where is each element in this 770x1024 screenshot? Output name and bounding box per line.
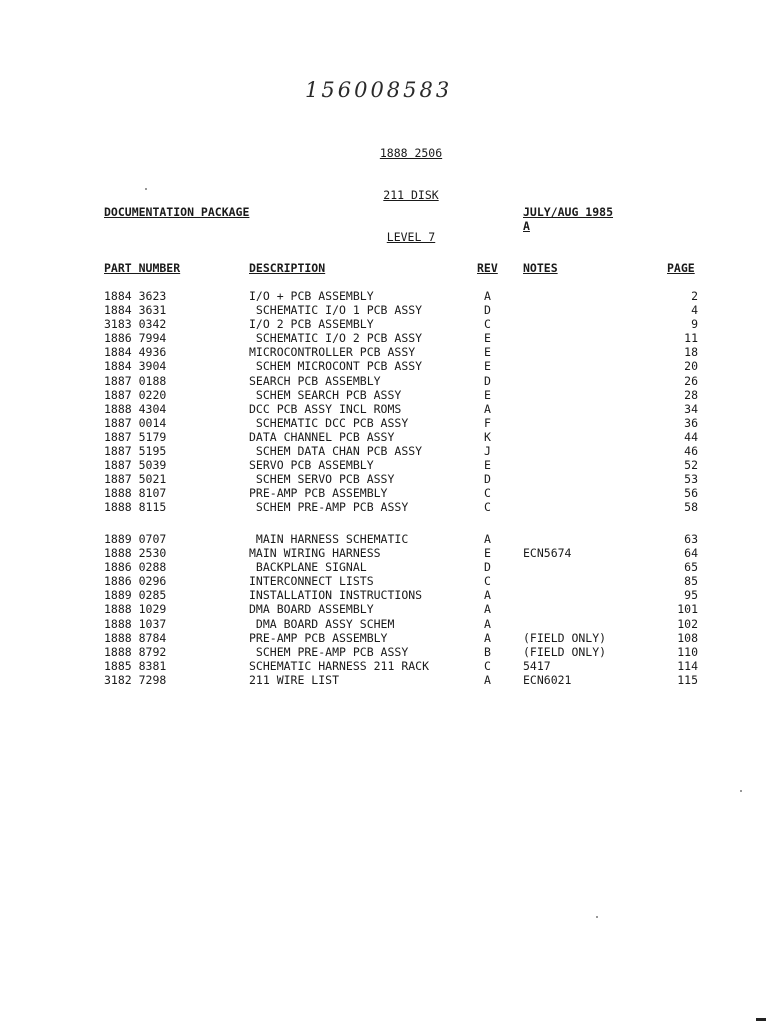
col-header-part-number: PART NUMBER: [104, 261, 181, 275]
col-header-rev: REV: [477, 261, 498, 275]
part-number-cell: 1886 7994: [104, 331, 167, 346]
part-number-cell: 1889 0285: [104, 588, 167, 603]
table-row: [0, 645, 770, 659]
description-cell: SCHEM PRE-AMP PCB ASSY: [249, 644, 409, 659]
part-number-cell: 1889 0707: [104, 532, 167, 546]
page-cell: 26: [684, 373, 698, 388]
package-title: DOCUMENTATION PACKAGE: [104, 205, 250, 219]
part-number-cell: 1888 1037: [104, 616, 167, 631]
page-cell: 53: [684, 472, 698, 487]
description-cell: SCHEMATIC I/O 1 PCB ASSY: [249, 303, 423, 318]
rev-cell: E: [484, 546, 491, 561]
description-cell: SCHEMATIC I/O 2 PCB ASSY: [249, 331, 423, 346]
rev-cell: A: [484, 672, 491, 687]
description-cell: I/O 2 PCB ASSEMBLY: [249, 317, 374, 332]
col-header-description: DESCRIPTION: [249, 261, 326, 275]
table-row: [0, 574, 770, 588]
description-cell: PRE-AMP PCB ASSEMBLY: [249, 486, 388, 501]
package-date: JULY/AUG 1985: [523, 205, 614, 219]
rev-cell: A: [484, 289, 491, 303]
rev-cell: K: [484, 429, 491, 444]
part-number-cell: 1887 5039: [104, 458, 167, 473]
header-line-part: 1888 2506: [379, 146, 443, 160]
page-cell: 34: [684, 401, 698, 416]
rev-cell: E: [484, 458, 491, 473]
rev-cell: E: [484, 387, 491, 402]
rev-cell: E: [484, 331, 491, 346]
notes-cell: ECN6021: [523, 672, 572, 687]
rev-cell: E: [484, 345, 491, 360]
page-cell: 52: [684, 458, 698, 473]
rev-cell: D: [484, 560, 491, 575]
package-date-rev: A: [523, 219, 530, 233]
description-cell: DCC PCB ASSY INCL ROMS: [249, 401, 402, 416]
part-number-cell: 1884 4936: [104, 345, 167, 360]
table-row: [0, 359, 770, 373]
rev-cell: J: [484, 444, 491, 459]
scan-speck: [145, 188, 147, 190]
part-number-cell: 1884 3631: [104, 303, 167, 318]
description-cell: SCHEM DATA CHAN PCB ASSY: [249, 444, 423, 459]
part-number-cell: 1887 5195: [104, 444, 167, 459]
description-cell: SERVO PCB ASSEMBLY: [249, 458, 374, 473]
part-number-cell: 1887 0220: [104, 387, 167, 402]
table-row: [0, 317, 770, 331]
part-number-cell: 1887 0188: [104, 373, 167, 388]
parts-table-group-2: [0, 532, 770, 687]
part-number-cell: 3183 0342: [104, 317, 167, 332]
description-cell: SCHEMATIC DCC PCB ASSY: [249, 415, 409, 430]
part-number-cell: 3182 7298: [104, 672, 167, 687]
page-cell: 20: [684, 359, 698, 374]
table-row: [0, 472, 770, 486]
table-row: [0, 331, 770, 345]
page-cell: 9: [691, 317, 698, 332]
header-line-level: LEVEL 7: [386, 230, 436, 244]
page-cell: 58: [684, 500, 698, 515]
rev-cell: F: [484, 415, 491, 430]
page-cell: 85: [684, 574, 698, 589]
description-cell: DMA BOARD ASSEMBLY: [249, 602, 374, 617]
page-cell: 115: [677, 672, 698, 687]
part-number-cell: 1887 5179: [104, 429, 167, 444]
rev-cell: B: [484, 644, 491, 659]
header-line-product: 211 DISK: [383, 188, 439, 202]
rev-cell: E: [484, 359, 491, 374]
part-number-cell: 1884 3904: [104, 359, 167, 374]
page-cell: 110: [677, 644, 698, 659]
rev-cell: C: [484, 486, 491, 501]
page-cell: 28: [684, 387, 698, 402]
part-number-cell: 1888 8115: [104, 500, 167, 515]
description-cell: SCHEM MICROCONT PCB ASSY: [249, 359, 423, 374]
page-cell: 64: [684, 546, 698, 561]
part-number-cell: 1888 8792: [104, 644, 167, 659]
description-cell: SEARCH PCB ASSEMBLY: [249, 373, 381, 388]
table-row: [0, 402, 770, 416]
table-row: [0, 659, 770, 673]
rev-cell: A: [484, 602, 491, 617]
table-row: [0, 602, 770, 616]
rev-cell: A: [484, 630, 491, 645]
rev-cell: D: [484, 472, 491, 487]
rev-cell: A: [484, 616, 491, 631]
table-row: [0, 532, 770, 546]
part-number-cell: 1888 4304: [104, 401, 167, 416]
part-number-cell: 1888 8784: [104, 630, 167, 645]
table-row: [0, 416, 770, 430]
scan-edge-mark: [756, 1018, 766, 1021]
page-cell: 44: [684, 429, 698, 444]
table-row: [0, 374, 770, 388]
table-row: [0, 458, 770, 472]
description-cell: BACKPLANE SIGNAL: [249, 560, 367, 575]
description-cell: SCHEM SERVO PCB ASSY: [249, 472, 395, 487]
scan-speck: [740, 790, 742, 792]
table-row: [0, 500, 770, 514]
description-cell: 211 WIRE LIST: [249, 672, 340, 687]
part-number-cell: 1886 0296: [104, 574, 167, 589]
table-row: [0, 303, 770, 317]
table-row: [0, 430, 770, 444]
part-number-cell: 1884 3623: [104, 289, 167, 303]
part-number-cell: 1888 2530: [104, 546, 167, 561]
page-cell: 36: [684, 415, 698, 430]
table-row: [0, 546, 770, 560]
scan-speck: [596, 916, 598, 918]
description-cell: INSTALLATION INSTRUCTIONS: [249, 588, 423, 603]
table-row: [0, 560, 770, 574]
description-cell: MAIN HARNESS SCHEMATIC: [249, 532, 409, 546]
header-block: [366, 118, 456, 272]
rev-cell: C: [484, 500, 491, 515]
page-cell: 63: [684, 532, 698, 546]
part-number-cell: 1887 5021: [104, 472, 167, 487]
description-cell: PRE-AMP PCB ASSEMBLY: [249, 630, 388, 645]
description-cell: MAIN WIRING HARNESS: [249, 546, 381, 561]
handwritten-doc-number: 156008583: [305, 78, 453, 102]
rev-cell: A: [484, 401, 491, 416]
table-row: [0, 486, 770, 500]
page-cell: 4: [691, 303, 698, 318]
page-cell: 65: [684, 560, 698, 575]
page-cell: 2: [691, 289, 698, 303]
page-cell: 102: [677, 616, 698, 631]
description-cell: MICROCONTROLLER PCB ASSY: [249, 345, 416, 360]
description-cell: I/O + PCB ASSEMBLY: [249, 289, 374, 303]
rev-cell: A: [484, 588, 491, 603]
rev-cell: D: [484, 303, 491, 318]
notes-cell: (FIELD ONLY): [523, 644, 607, 659]
rev-cell: D: [484, 373, 491, 388]
page-cell: 108: [677, 630, 698, 645]
notes-cell: ECN5674: [523, 546, 572, 561]
description-cell: SCHEM SEARCH PCB ASSY: [249, 387, 402, 402]
description-cell: SCHEM PRE-AMP PCB ASSY: [249, 500, 409, 515]
page-cell: 46: [684, 444, 698, 459]
part-number-cell: 1888 8107: [104, 486, 167, 501]
page-cell: 95: [684, 588, 698, 603]
description-cell: DATA CHANNEL PCB ASSY: [249, 429, 395, 444]
page-cell: 114: [677, 658, 698, 673]
page-cell: 56: [684, 486, 698, 501]
page-cell: 18: [684, 345, 698, 360]
rev-cell: A: [484, 532, 491, 546]
parts-table-group-1: [0, 289, 770, 515]
table-row: [0, 617, 770, 631]
part-number-cell: 1888 1029: [104, 602, 167, 617]
table-row: [0, 289, 770, 303]
table-row: [0, 345, 770, 359]
rev-cell: C: [484, 574, 491, 589]
table-row: [0, 388, 770, 402]
col-header-notes: NOTES: [523, 261, 558, 275]
table-row: [0, 673, 770, 687]
notes-cell: (FIELD ONLY): [523, 630, 607, 645]
part-number-cell: 1885 8381: [104, 658, 167, 673]
notes-cell: 5417: [523, 658, 551, 673]
description-cell: DMA BOARD ASSY SCHEM: [249, 616, 395, 631]
table-row: [0, 631, 770, 645]
part-number-cell: 1887 0014: [104, 415, 167, 430]
col-header-page: PAGE: [667, 261, 695, 275]
description-cell: INTERCONNECT LISTS: [249, 574, 374, 589]
page-cell: 101: [677, 602, 698, 617]
rev-cell: C: [484, 317, 491, 332]
description-cell: SCHEMATIC HARNESS 211 RACK: [249, 658, 430, 673]
rev-cell: C: [484, 658, 491, 673]
page-cell: 11: [684, 331, 698, 346]
table-row: [0, 444, 770, 458]
table-row: [0, 588, 770, 602]
part-number-cell: 1886 0288: [104, 560, 167, 575]
